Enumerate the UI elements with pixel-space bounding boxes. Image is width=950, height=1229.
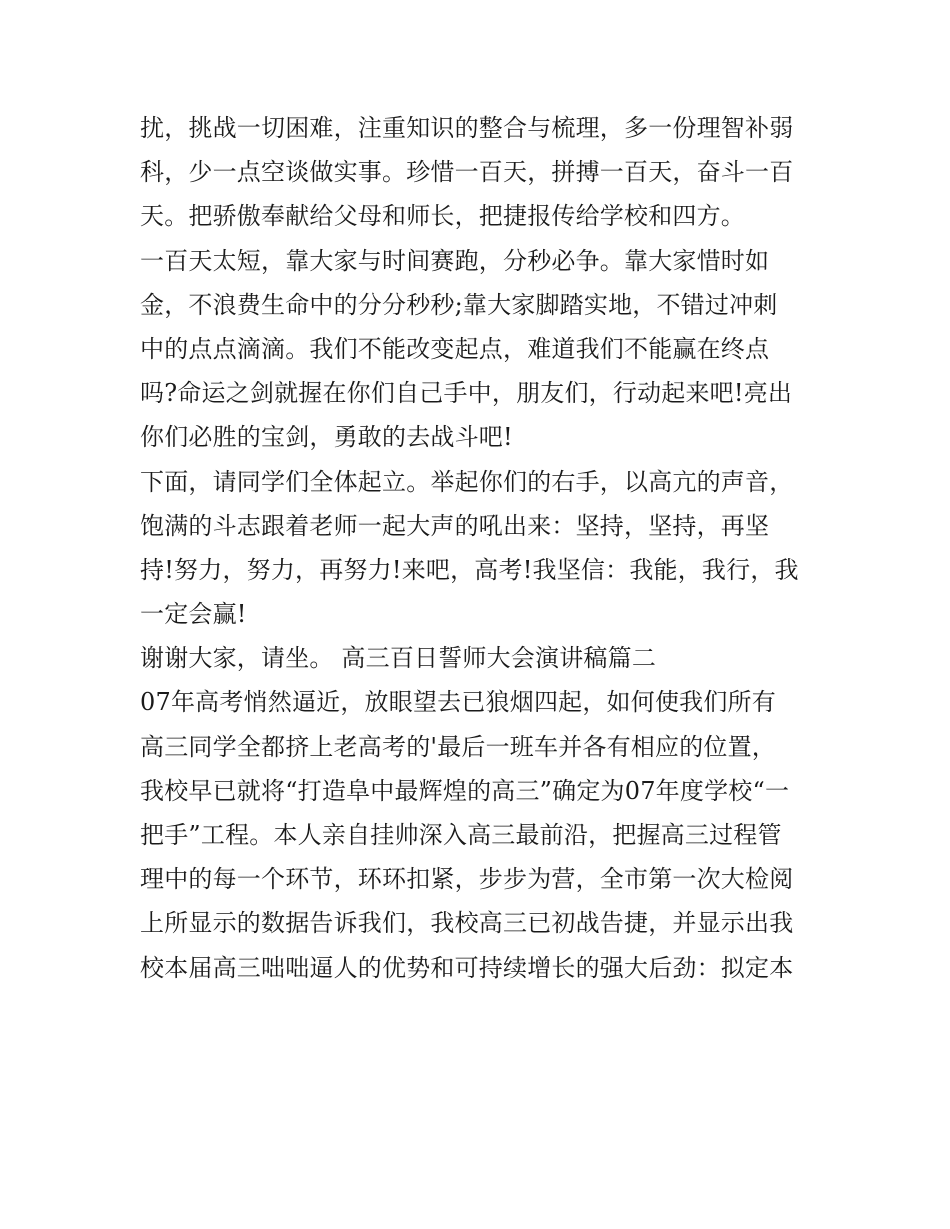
text-line: 中的点点滴滴。我们不能改变起点，难道我们不能赢在终点	[140, 334, 770, 363]
text-line: 高三同学全都挤上老高考的'最后一班车并各有相应的位置，	[140, 732, 776, 761]
text-line: 科，少一点空谈做实事。珍惜一百天，拼搏一百天，奋斗一百	[140, 158, 794, 187]
text-line: 你们必胜的宝剑，勇敢的去战斗吧!	[140, 423, 513, 452]
text-line: 把手”工程。本人亲自挂帅深入高三最前沿，把握高三过程管	[140, 821, 782, 849]
document-body	[140, 106, 820, 990]
text-line: 扰，挑战一切困难，注重知识的整合与梳理，多一份理智补弱	[140, 114, 794, 142]
text-line: 07年高考悄然逼近，放眼望去已狼烟四起，如何使我们所有	[140, 688, 776, 717]
text-line: 校本届高三咄咄逼人的优势和可持续增长的强大后劲：拟定本	[140, 953, 794, 982]
text-line: 理中的每一个环节，环环扣紧，步步为营，全市第一次大检阅	[140, 865, 794, 894]
text-line: 谢谢大家，请坐。 高三百日誓师大会演讲稿篇二	[140, 644, 657, 673]
text-line: 持!努力，努力，再努力!来吧，高考!我坚信：我能，我行，我	[140, 555, 799, 584]
text-line: 吗?命运之剑就握在你们自己手中，朋友们，行动起来吧!亮出	[140, 379, 793, 408]
text-line: 下面，请同学们全体起立。举起你们的右手，以高亢的声音，	[140, 467, 794, 496]
text-line: 上所显示的数据告诉我们，我校高三已初战告捷，并显示出我	[140, 909, 794, 938]
text-line: 一百天太短，靠大家与时间赛跑，分秒必争。靠大家惜时如	[140, 246, 770, 275]
text-line: 天。把骄傲奉献给父母和师长，把捷报传给学校和四方。	[140, 202, 745, 231]
text-line: 一定会赢!	[140, 600, 247, 629]
text-line: 饱满的斗志跟着老师一起大声的吼出来：坚持，坚持，再坚	[140, 511, 770, 540]
text-line: 我校早已就将“打造阜中最辉煌的高三”确定为07年度学校“一	[140, 776, 790, 805]
text-line: 金，不浪费生命中的分分秒秒;靠大家脚踏实地，不错过冲刺	[140, 290, 778, 319]
